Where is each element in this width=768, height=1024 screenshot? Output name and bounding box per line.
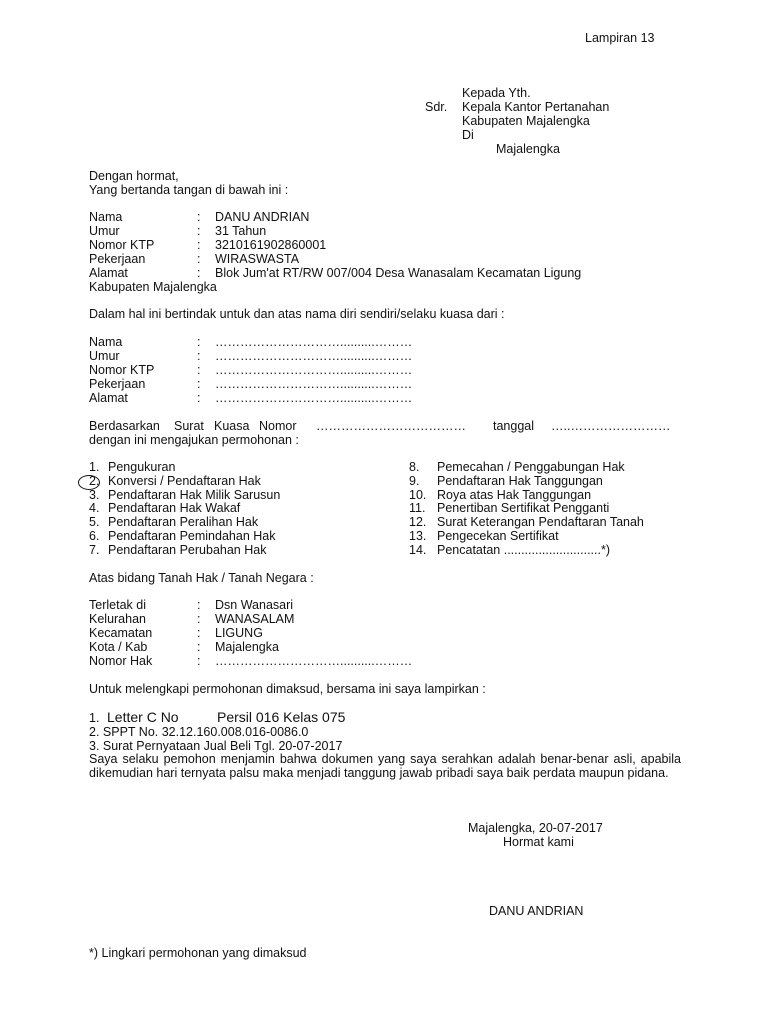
service-number: 9. — [409, 474, 420, 488]
service-number: 7. — [89, 543, 100, 557]
service-number: 2. — [89, 474, 100, 488]
address-continuation: Kabupaten Majalengka — [89, 280, 217, 294]
service-number: 4. — [89, 501, 100, 515]
field-colon: : — [197, 654, 201, 668]
field-label: Nomor KTP — [89, 238, 155, 252]
service-number: 3. — [89, 488, 100, 502]
field-label: Kelurahan — [89, 612, 146, 626]
field-placeholder: …………………………..........……… — [215, 363, 413, 377]
proxy-intro: Dalam hal ini bertindak untuk dan atas nama diri sendiri/selaku kuasa dari : — [89, 307, 505, 321]
request-word: Kuasa — [214, 419, 250, 433]
letter-number-placeholder: ……………………………… — [316, 419, 466, 433]
field-colon: : — [197, 363, 201, 377]
recipient-line-3: Kabupaten Majalengka — [462, 114, 590, 128]
place-date: Majalengka, 20-07-2017 — [468, 821, 603, 835]
field-placeholder: …………………………..........……… — [215, 349, 413, 363]
request-word: Surat — [174, 419, 204, 433]
closing: Hormat kami — [503, 835, 574, 849]
field-colon: : — [197, 335, 201, 349]
field-placeholder: …………………………..........……… — [215, 391, 413, 405]
field-label: Nama — [89, 335, 123, 349]
field-value: DANU ANDRIAN — [215, 210, 310, 224]
field-colon: : — [197, 612, 201, 626]
field-placeholder: …………………………..........……… — [215, 335, 413, 349]
service-number: 1. — [89, 460, 100, 474]
field-label: Umur — [89, 224, 120, 238]
field-label: Terletak di — [89, 598, 146, 612]
field-colon: : — [197, 224, 201, 238]
field-colon: : — [197, 349, 201, 363]
land-intro: Atas bidang Tanah Hak / Tanah Negara : — [89, 571, 314, 585]
service-label: Penertiban Sertifikat Pengganti — [437, 501, 610, 515]
field-label: Umur — [89, 349, 120, 363]
request-word: Berdasarkan — [89, 419, 160, 433]
field-colon: : — [197, 266, 201, 280]
field-colon: : — [197, 626, 201, 640]
recipient-line-4: Di — [462, 128, 474, 142]
field-colon: : — [197, 210, 201, 224]
field-label: Kota / Kab — [89, 640, 148, 654]
field-value: 3210161902860001 — [215, 238, 327, 252]
service-number: 13. — [409, 529, 427, 543]
service-label: Pemecahan / Penggabungan Hak — [437, 460, 625, 474]
attachment-sale-statement: 3. Surat Pernyataan Jual Beli Tgl. 20-07-2017 — [89, 739, 343, 753]
field-placeholder: …………………………..........……… — [215, 654, 413, 668]
service-label: Pendaftaran Perubahan Hak — [108, 543, 267, 557]
service-label: Pendaftaran Hak Milik Sarusun — [108, 488, 281, 502]
service-label: Pendaftaran Pemindahan Hak — [108, 529, 276, 543]
guarantee-statement: Saya selaku pemohon menjamin bahwa dokumen yang saya serahkan adalah benar-benar asli, apabila dikemudian hari ternyata palsu maka menjadi tanggung jawab pribadi saya baik perdata maupun pidana. — [89, 752, 681, 780]
field-colon: : — [197, 598, 201, 612]
date-placeholder: …..…………………… — [551, 419, 671, 433]
field-colon: : — [197, 238, 201, 252]
field-value: 31 Tahun — [215, 224, 267, 238]
service-number: 5. — [89, 515, 100, 529]
service-label: Surat Keterangan Pendaftaran Tanah — [437, 515, 644, 529]
service-number: 8. — [409, 460, 420, 474]
field-label: Nama — [89, 210, 123, 224]
field-value: WANASALAM — [215, 612, 295, 626]
intro-text: Yang bertanda tangan di bawah ini : — [89, 183, 289, 197]
recipient-line-1: Kepada Yth. — [462, 86, 531, 100]
field-label: Pekerjaan — [89, 252, 146, 266]
service-label: Pendaftaran Hak Tanggungan — [437, 474, 603, 488]
attachment-letter-c: Letter C No — [107, 709, 179, 725]
service-number: 11. — [409, 501, 426, 515]
service-label: Roya atas Hak Tanggungan — [437, 488, 592, 502]
service-label: Pendaftaran Peralihan Hak — [108, 515, 259, 529]
field-placeholder: …………………………..........……… — [215, 377, 413, 391]
field-colon: : — [197, 640, 201, 654]
recipient-line-5: Majalengka — [496, 142, 560, 156]
recipient-prefix: Sdr. — [425, 100, 448, 114]
field-value: Blok Jum'at RT/RW 007/004 Desa Wanasalam Kecamatan Ligung — [215, 266, 582, 280]
attachment-sppt: 2. SPPT No. 32.12.160.008.016-0086.0 — [89, 725, 309, 739]
recipient-line-2: Kepala Kantor Pertanahan — [462, 100, 610, 114]
field-value: WIRASWASTA — [215, 252, 300, 266]
field-colon: : — [197, 377, 201, 391]
service-number: 10. — [409, 488, 427, 502]
service-label: Pengecekan Sertifikat — [437, 529, 559, 543]
request-line-2: dengan ini mengajukan permohonan : — [89, 433, 299, 447]
attachments-intro: Untuk melengkapi permohonan dimaksud, bersama ini saya lampirkan : — [89, 682, 486, 696]
service-label: Pencatatan ............................*) — [437, 543, 610, 557]
field-colon: : — [197, 391, 201, 405]
service-label: Pengukuran — [108, 460, 176, 474]
service-label: Konversi / Pendaftaran Hak — [108, 474, 261, 488]
field-value: Majalengka — [215, 640, 279, 654]
field-label: Alamat — [89, 391, 128, 405]
field-label: Nomor KTP — [89, 363, 155, 377]
field-label: Kecamatan — [89, 626, 153, 640]
service-number: 6. — [89, 529, 100, 543]
footnote: *) Lingkari permohonan yang dimaksud — [89, 946, 307, 960]
service-number: 12. — [409, 515, 427, 529]
field-value: LIGUNG — [215, 626, 263, 640]
service-label: Pendaftaran Hak Wakaf — [108, 501, 241, 515]
attachment-number: 1. — [89, 711, 100, 725]
greeting: Dengan hormat, — [89, 169, 179, 183]
field-value: Dsn Wanasari — [215, 598, 294, 612]
attachment-persil: Persil 016 Kelas 075 — [217, 709, 346, 725]
field-colon: : — [197, 252, 201, 266]
request-word: Nomor — [259, 419, 297, 433]
request-word: tanggal — [493, 419, 535, 433]
service-number: 14. — [409, 543, 427, 557]
field-label: Pekerjaan — [89, 377, 146, 391]
signer-name: DANU ANDRIAN — [489, 904, 584, 918]
attachment-number: Lampiran 13 — [585, 31, 655, 45]
field-label: Alamat — [89, 266, 128, 280]
field-label: Nomor Hak — [89, 654, 153, 668]
